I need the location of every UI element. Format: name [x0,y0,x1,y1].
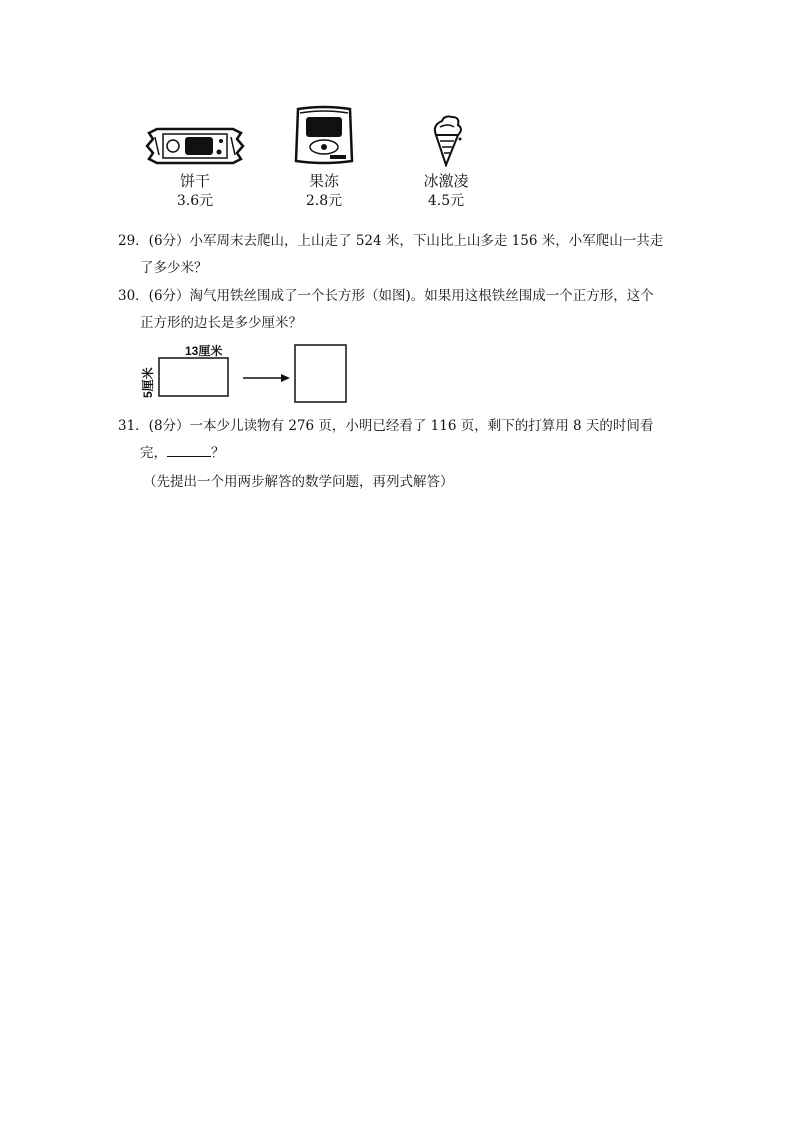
product-name: 饼干 [179,172,210,190]
question-31 [118,413,688,467]
rectangle-length-label: 13厘米 [185,344,223,358]
question-29 [118,228,688,282]
question-text: 29．(6分）小军周末去爬山，上山走了 524 米，下山比上山多走 156 米，小军爬山一共走 [118,233,664,249]
product-jelly [264,103,384,211]
question-text-suffix: ？ [211,445,225,461]
rectangle-shape [159,358,228,396]
square-shape [295,345,346,402]
rectangle-width-label: 5厘米 [141,367,155,398]
arrow-head-icon [281,374,290,382]
product-price: 4.5元 [427,193,465,209]
answer-blank[interactable] [167,442,211,457]
question-text-prefix: 完， [140,445,167,461]
product-price: 2.8元 [305,193,343,209]
product-ice-cream [386,113,506,211]
ice-cream-icon [426,113,466,167]
question-text-cont [118,440,688,467]
question-text: 31．(8分）一本少儿读物有 276 页，小明已经看了 116 页，剩下的打算用 8 天的时间看 [118,418,654,434]
jelly-bag-icon [292,103,356,167]
biscuit-icon [143,125,247,167]
question-30 [118,283,688,337]
product-biscuit [135,125,255,211]
product-row [0,0,794,220]
question-text: 30．(6分）淘气用铁丝围成了一个长方形（如图)。如果用这根铁丝围成一个正方形，这个 [118,288,654,304]
rectangle-to-square-figure [133,340,363,406]
question-text-cont: 正方形的边长是多少厘米？ [140,315,302,331]
product-name: 果冻 [308,172,339,190]
product-price: 3.6元 [176,193,214,209]
product-name: 冰激凌 [423,172,469,190]
question-text-cont: 了多少米？ [140,260,208,276]
question-note: （先提出一个用两步解答的数学问题，再列式解答） [143,474,454,490]
